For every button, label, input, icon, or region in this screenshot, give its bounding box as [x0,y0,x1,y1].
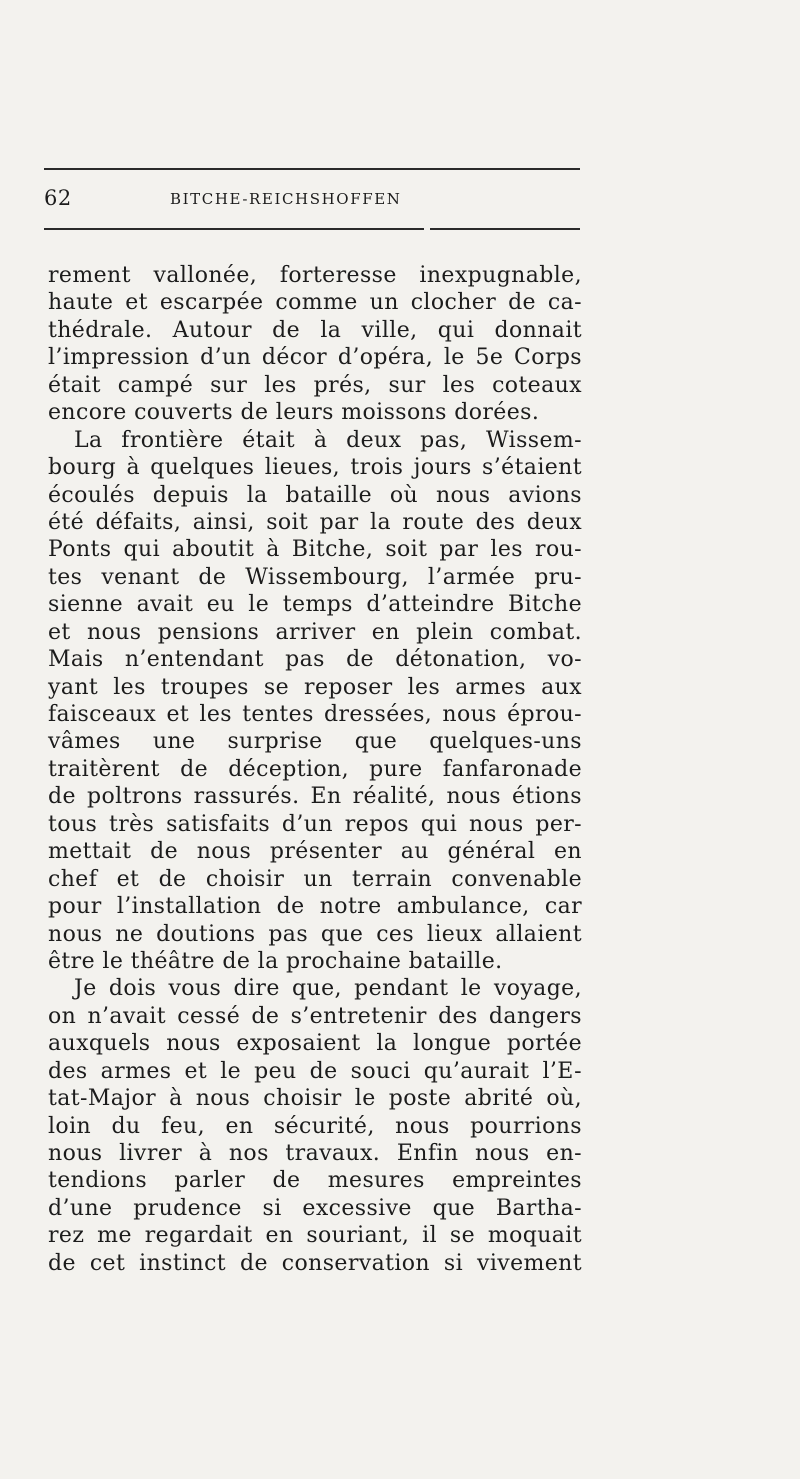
text-line: faisceaux et les tentes dressées, nous éprou- [48,702,582,727]
text-line: être le théâtre de la prochaine bataille. [48,948,503,974]
text-line: et nous pensions arriver en plein combat. [48,619,582,645]
running-title: BITCHE-REICHSHOFFEN [170,190,402,208]
text-line: tat-Major à nous choisir le poste abrité où, [48,1086,582,1112]
header-rule-bottom-right [430,228,580,230]
text-line: de cet instinct de conservation si vivement [48,1250,582,1276]
text-line: rez me regardait en souriant, il se moquait [48,1223,582,1249]
text-line: Je dois vous dire que, pendant le voyage, [74,976,582,1002]
text-line: nous ne doutions pas que ces lieux allaient [48,921,582,947]
text-line: était campé sur les prés, sur les coteaux [48,372,582,398]
text-line: des armes et le peu de souci qu’aurait l’E- [48,1058,582,1084]
text-line: traitèrent de déception, pure fanfaronade [48,756,582,782]
text-line: loin du feu, en sécurité, nous pourrions [48,1113,582,1139]
text-line: chef et de choisir un terrain convenable [48,866,582,892]
body-text [48,262,582,1277]
page-number: 62 [44,186,72,210]
text-line: d’une prudence si excessive que Bartha- [48,1195,582,1221]
text-line: été défaits, ainsi, soit par la route des deux [48,509,582,535]
text-line: encore couverts de leurs moissons dorées. [48,400,540,426]
text-line: tes venant de Wissembourg, l’armée pru- [48,564,582,590]
text-line: tous très satisfaits d’un repos qui nous per- [48,811,582,837]
text-line: Ponts qui aboutit à Bitche, soit par les rou- [48,537,582,563]
text-line: auxquels nous exposaient la longue portée [48,1031,582,1057]
text-line: pour l’installation de notre ambulance, car [48,894,582,920]
text-line: yant les troupes se reposer les armes aux [48,674,582,700]
text-line: tendions parler de mesures empreintes [48,1168,582,1194]
text-line: nous livrer à nos travaux. Enfin nous en- [48,1141,582,1166]
text-line: vâmes une surprise que quelques-uns [48,729,582,755]
text-line: on n’avait cessé de s’entretenir des dangers [48,1003,582,1029]
text-line: de poltrons rassurés. En réalité, nous étions [48,784,582,810]
text-line: haute et escarpée comme un clocher de ca- [48,290,582,316]
text-line: écoulés depuis la bataille où nous avions [48,482,582,508]
text-line: rement vallonée, forteresse inexpugnable, [48,263,582,288]
text-line: l’impression d’un décor d’opéra, le 5e Corps [48,345,582,371]
text-line: La frontière était à deux pas, Wissem- [74,427,582,453]
text-line: sienne avait eu le temps d’atteindre Bitche [48,592,582,618]
text-line: Mais n’entendant pas de détonation, vo- [48,647,582,673]
text-line: bourg à quelques lieues, trois jours s’étaient [48,455,582,481]
text-line: thédrale. Autour de la ville, qui donnait [48,317,582,343]
header-rule-bottom [44,228,424,230]
text-line: mettait de nous présenter au général en [48,839,582,865]
header-rule-top [44,168,580,170]
